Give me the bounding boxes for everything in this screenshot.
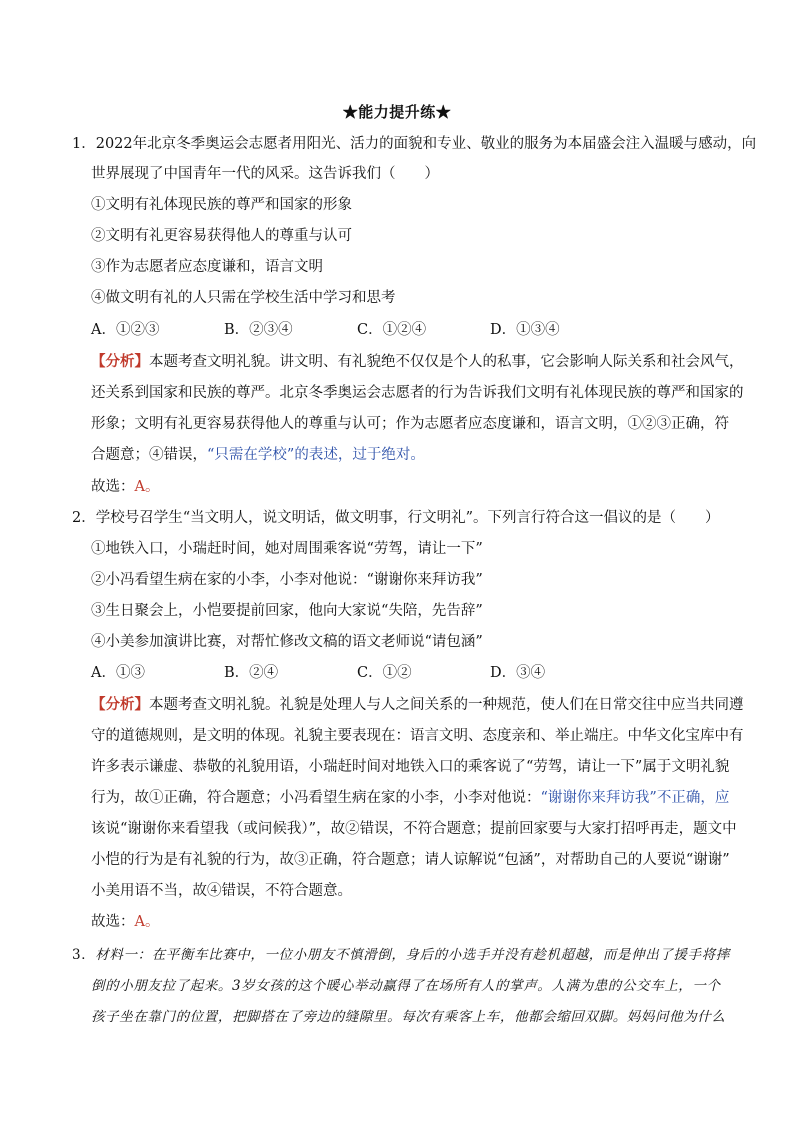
analysis-text: 合题意；④错误， bbox=[91, 447, 207, 463]
analysis-text-line bbox=[91, 445, 425, 465]
option-b[interactable]: B．②④ bbox=[224, 665, 279, 681]
analysis-text: 本题考查文明礼貌。讲文明、有礼貌绝不仅仅是个人的私事，它会影响人际关系和社会风气， bbox=[149, 354, 744, 370]
analysis-label: 【分析】 bbox=[91, 696, 149, 713]
question-3 bbox=[72, 945, 730, 965]
analysis-block bbox=[91, 695, 744, 715]
statement-item: ③作为志愿者应态度谦和，语言文明 bbox=[91, 259, 323, 275]
material-text: 倒的小朋友拉了起来。3岁女孩的这个暖心举动赢得了在场所有人的掌声。人满为患的公交车上，一个 bbox=[91, 978, 721, 994]
statement-item: ②小冯看望生病在家的小李，小李对他说：“谢谢你来拜访我” bbox=[91, 572, 483, 588]
analysis-text: 还关系到国家和民族的尊严。北京冬季奥运会志愿者的行为告诉我们文明有礼体现民族的尊严和国家的 bbox=[91, 385, 744, 401]
answer-line bbox=[91, 477, 159, 497]
analysis-text: 许多表示谦虚、恭敬的礼貌用语，小瑞赶时间对地铁入口的乘客说了“劳驾，请让一下”属于文明礼貌 bbox=[91, 759, 730, 775]
analysis-text: 本题考查文明礼貌。礼貌是处理人与人之间关系的一种规范，使人们在日常交往中应当共同遵 bbox=[149, 697, 744, 713]
question-stem-cont: 世界展现了中国青年一代的风采。这告诉我们（ ） bbox=[91, 166, 439, 182]
answer-label: 故选： bbox=[91, 914, 135, 930]
statement-item: ①地铁入口，小瑞赶时间，她对周围乘客说“劳驾，请让一下” bbox=[91, 541, 483, 557]
option-d[interactable]: D．③④ bbox=[490, 665, 546, 681]
option-b[interactable]: B．②③④ bbox=[224, 322, 293, 338]
question-stem: 学校号召学生“当文明人，说文明话，做文明事，行文明礼”。下列言行符合这一倡议的是（ ） bbox=[95, 510, 720, 526]
analysis-text: 小美用语不当，故④错误，不符合题意。 bbox=[91, 883, 352, 899]
option-c[interactable]: C．①②④ bbox=[357, 322, 427, 338]
answer-options bbox=[91, 320, 623, 340]
analysis-highlight: “只需在学校”的表述，过于绝对。 bbox=[207, 447, 425, 463]
analysis-text: 该说“谢谢你来看望我（或问候我）”，故②错误，不符合题意；提前回家要与大家打招呼再走，题文中 bbox=[91, 821, 737, 837]
answer-options bbox=[91, 663, 623, 683]
option-a[interactable]: A．①③ bbox=[91, 665, 145, 681]
question-number: 3． bbox=[72, 947, 96, 963]
option-d[interactable]: D．①③④ bbox=[490, 322, 560, 338]
statement-item: ①文明有礼体现民族的尊严和国家的形象 bbox=[91, 197, 352, 213]
statement-item: ②文明有礼更容易获得他人的尊重与认可 bbox=[91, 228, 352, 244]
answer-label: 故选： bbox=[91, 479, 135, 495]
answer-value: A。 bbox=[134, 914, 160, 930]
analysis-text: 行为，故①正确，符合题意；小冯看望生病在家的小李，小李对他说： bbox=[91, 790, 541, 806]
analysis-label: 【分析】 bbox=[91, 353, 149, 370]
analysis-text: 小恺的行为是有礼貌的行为，故③正确，符合题意；请人谅解说“包涵”，对帮助自己的人要说“谢谢” bbox=[91, 852, 730, 868]
material-text: 孩子坐在靠门的位置，把脚搭在了旁边的缝隙里。每次有乘客上车，他都会缩回双脚。妈妈问他为什么 bbox=[91, 1009, 726, 1025]
analysis-text-line bbox=[91, 788, 729, 808]
material-text: 材料一：在平衡车比赛中，一位小朋友不慎滑倒，身后的小选手并没有趁机超越，而是伸出了援手将摔 bbox=[95, 947, 730, 963]
section-title: ★能力提升练★ bbox=[342, 103, 452, 121]
statement-item: ④小美参加演讲比赛，对帮忙修改文稿的语文老师说“请包涵” bbox=[91, 634, 483, 650]
question-stem: 2022年北京冬季奥运会志愿者用阳光、活力的面貌和专业、敬业的服务为本届盛会注入温暖与感动，向 bbox=[95, 136, 757, 152]
option-a[interactable]: A．①②③ bbox=[91, 322, 160, 338]
analysis-block bbox=[91, 352, 744, 372]
question-number: 2． bbox=[72, 510, 96, 526]
answer-value: A。 bbox=[134, 479, 160, 495]
question-number: 1． bbox=[72, 136, 96, 152]
statement-item: ④做文明有礼的人只需在学校生活中学习和思考 bbox=[91, 290, 396, 306]
question-2 bbox=[72, 508, 720, 528]
statement-item: ③生日聚会上，小恺要提前回家，他向大家说“失陪，先告辞” bbox=[91, 603, 483, 619]
analysis-highlight: “谢谢你来拜访我”不正确，应 bbox=[540, 790, 730, 806]
analysis-text: 守的道德规则，是文明的体现。礼貌主要表现在：语言文明、态度亲和、举止端庄。中华文化宝库中有 bbox=[91, 728, 744, 744]
question-1 bbox=[72, 134, 756, 154]
answer-line bbox=[91, 912, 159, 932]
option-c[interactable]: C．①② bbox=[357, 665, 412, 681]
analysis-text: 形象；文明有礼更容易获得他人的尊重与认可；作为志愿者应态度谦和，语言文明，①②③正确，符 bbox=[91, 416, 729, 432]
